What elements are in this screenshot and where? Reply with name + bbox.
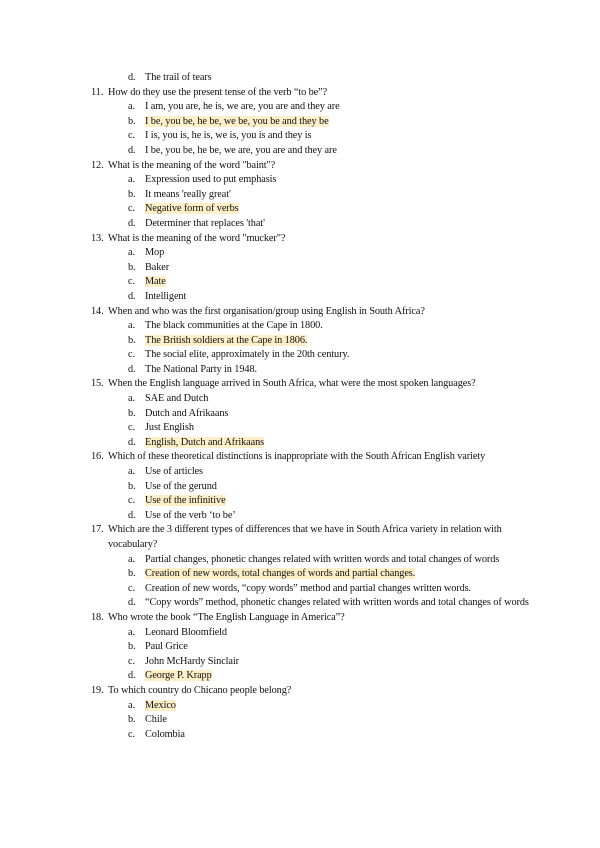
question-text: How do they use the present tense of the verb “to be”? — [108, 86, 328, 98]
option-item — [0, 144, 600, 159]
option-item — [0, 699, 600, 714]
option-text: The National Party in 1948. — [145, 363, 257, 375]
option-text: The trail of tears — [145, 72, 212, 83]
option-item — [0, 319, 600, 334]
option-item — [0, 100, 600, 115]
question-text: Which of these theoretical distinctions is inappropriate with the South African English variety — [108, 451, 486, 463]
option-letter: a. — [128, 393, 135, 405]
option-letter: b. — [128, 334, 136, 346]
question-number: 19. — [91, 684, 104, 696]
option-letter: a. — [128, 101, 135, 113]
highlighted-answer-text: George P. Krapp — [145, 670, 212, 682]
quiz-content — [0, 71, 600, 742]
option-letter: c. — [128, 422, 135, 434]
question-item — [0, 377, 600, 392]
option-item — [0, 713, 600, 728]
option-item — [0, 363, 600, 378]
option-text: I is, you is, he is, we is, you is and they is — [145, 130, 312, 142]
highlighted-answer-text: The British soldiers at the Cape in 1806. — [145, 334, 308, 346]
option-text: Paul Grice — [145, 641, 188, 653]
option-item — [0, 334, 600, 349]
option-letter: a. — [128, 320, 135, 332]
option-text: Creation of new words, “copy words” method and partial changes written words. — [145, 582, 471, 594]
option-letter: b. — [128, 714, 136, 726]
option-item — [0, 436, 600, 451]
option-text: Use of the gerund — [145, 480, 217, 492]
option-item — [0, 480, 600, 495]
option-letter: d. — [128, 144, 136, 156]
option-letter: c. — [128, 728, 135, 740]
option-letter: c. — [128, 276, 135, 288]
option-letter: b. — [128, 480, 136, 492]
option-text: The black communities at the Cape in 1800. — [145, 320, 323, 332]
option-text: Intelligent — [145, 290, 187, 302]
question-text: Which are the 3 different types of differences that we have in South Africa variety in relation with vocabulary? — [108, 524, 502, 550]
question-text: When the English language arrived in South Africa, what were the most spoken languages? — [108, 378, 476, 390]
option-text: I be, you be, he be, we are, you are and they are — [145, 144, 337, 156]
question-item — [0, 86, 600, 101]
option-letter: d. — [128, 509, 136, 521]
question-item — [0, 523, 600, 552]
option-item — [0, 261, 600, 276]
option-letter: d. — [128, 217, 136, 229]
option-letter: a. — [128, 466, 135, 478]
option-item — [0, 494, 600, 509]
option-item — [0, 392, 600, 407]
option-text: Use of articles — [145, 466, 203, 478]
option-letter: a. — [128, 626, 135, 638]
highlighted-answer-text: I be, you be, he be, we be, you be and they be — [145, 115, 329, 127]
option-text: I am, you are, he is, we are, you are and they are — [145, 101, 340, 113]
option-letter: c. — [128, 582, 135, 594]
highlighted-answer-text: Use of the infinitive — [145, 495, 226, 507]
highlighted-answer-text: Mate — [145, 276, 166, 288]
option-text: Chile — [145, 714, 167, 726]
option-text: Determiner that replaces 'that' — [145, 217, 265, 229]
option-text: The social elite, approximately in the 20th century. — [145, 349, 350, 361]
question-text: When and who was the first organisation/group using English in South Africa? — [108, 305, 425, 317]
option-text: John McHardy Sinclair — [145, 655, 239, 667]
question-number: 13. — [91, 232, 104, 244]
option-item — [0, 465, 600, 480]
option-letter: b. — [128, 407, 136, 419]
option-item — [0, 275, 600, 290]
question-number: 11. — [91, 86, 104, 98]
option-letter: a. — [128, 553, 135, 565]
option-text: Partial changes, phonetic changes related with written words and total changes of words — [145, 553, 500, 565]
question-text: What is the meaning of the word "baint"? — [108, 159, 276, 171]
option-letter: a. — [128, 247, 135, 259]
question-text: Who wrote the book “The English Language in America”? — [108, 611, 345, 623]
option-letter: a. — [128, 174, 135, 186]
question-number: 15. — [91, 378, 104, 390]
option-text: Dutch and Afrikaans — [145, 407, 229, 419]
option-letter: b. — [128, 641, 136, 653]
option-item — [0, 582, 600, 597]
option-letter: b. — [128, 261, 136, 273]
option-item — [0, 421, 600, 436]
option-item — [0, 567, 600, 582]
option-text: Leonard Bloomfield — [145, 626, 227, 638]
option-text: Expression used to put emphasis — [145, 174, 277, 186]
option-item — [0, 217, 600, 232]
option-item — [0, 246, 600, 261]
option-item — [0, 115, 600, 130]
option-text: Baker — [145, 261, 170, 273]
question-text: To which country do Chicano people belong? — [108, 684, 292, 696]
option-item — [0, 71, 600, 86]
question-item — [0, 159, 600, 174]
option-letter: d. — [128, 670, 136, 682]
option-text: It means 'really great' — [145, 188, 231, 200]
highlighted-answer-text: Mexico — [145, 699, 176, 711]
option-item — [0, 655, 600, 670]
option-item — [0, 290, 600, 305]
question-number: 14. — [91, 305, 104, 317]
question-text: What is the meaning of the word "mucker"? — [108, 232, 286, 244]
question-item — [0, 232, 600, 247]
question-item — [0, 305, 600, 320]
option-text: Colombia — [145, 728, 185, 740]
option-item — [0, 728, 600, 743]
option-letter: c. — [128, 495, 135, 507]
question-item — [0, 611, 600, 626]
option-letter: d. — [128, 72, 136, 83]
option-letter: d. — [128, 290, 136, 302]
option-text: Use of the verb ‘to be’ — [145, 509, 236, 521]
option-item — [0, 509, 600, 524]
option-text: SAE and Dutch — [145, 393, 209, 405]
option-letter: b. — [128, 188, 136, 200]
option-letter: c. — [128, 655, 135, 667]
option-item — [0, 188, 600, 203]
question-number: 16. — [91, 451, 104, 463]
option-letter: b. — [128, 115, 136, 127]
question-number: 18. — [91, 611, 104, 623]
question-number: 12. — [91, 159, 104, 171]
option-letter: b. — [128, 568, 136, 580]
option-item — [0, 202, 600, 217]
option-item — [0, 669, 600, 684]
option-item — [0, 173, 600, 188]
question-item — [0, 450, 600, 465]
option-item — [0, 640, 600, 655]
option-letter: d. — [128, 363, 136, 375]
option-item — [0, 553, 600, 568]
question-number: 17. — [91, 524, 104, 536]
option-text: Mop — [145, 247, 165, 259]
option-item — [0, 596, 600, 611]
highlighted-answer-text: Negative form of verbs — [145, 203, 239, 215]
option-letter: a. — [128, 699, 135, 711]
highlighted-answer-text: Creation of new words, total changes of words and partial changes. — [145, 568, 416, 580]
question-item — [0, 684, 600, 699]
option-letter: c. — [128, 349, 135, 361]
option-text: Just English — [145, 422, 194, 434]
option-letter: d. — [128, 597, 136, 609]
option-letter: d. — [128, 436, 136, 448]
highlighted-answer-text: English, Dutch and Afrikaans — [145, 436, 265, 448]
option-item — [0, 626, 600, 641]
option-text: “Copy words” method, phonetic changes related with written words and total changes of words — [145, 597, 529, 609]
option-letter: c. — [128, 203, 135, 215]
option-letter: c. — [128, 130, 135, 142]
option-item — [0, 407, 600, 422]
option-item — [0, 129, 600, 144]
option-item — [0, 348, 600, 363]
